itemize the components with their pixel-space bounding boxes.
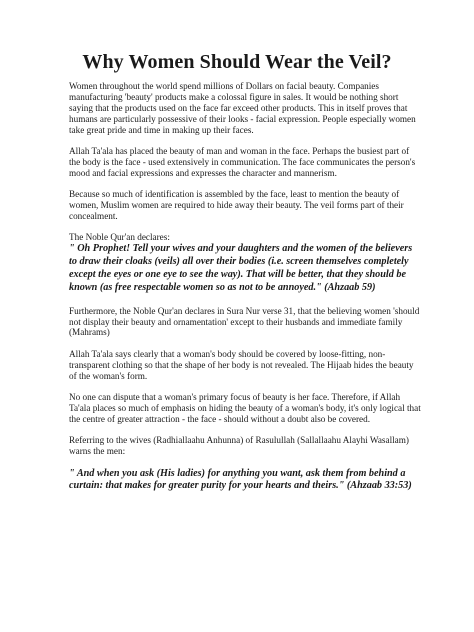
paragraph-wives: Referring to the wives (Radhiallaahu Anhunna) of Rasulullah (Sallallaahu Alayhi Wasallam) warns the men: [69, 435, 409, 457]
page-title: Why Women Should Wear the Veil? [82, 51, 392, 73]
paragraph-sura-nur: Furthermore, the Noble Qur'an declares in Sura Nur verse 31, that the believing women 'should not display their beauty and ornamentation' except to their husbands and immediate family (Mahrams) [69, 305, 420, 338]
quote-ahzaab-59: " Oh Prophet! Tell your wives and your daughters and the women of the believers to draw their cloaks (veils) all over their bodies (i.e. screen themselves completely except the eyes or one eye to see the way). That will be better, that they should be known (as free respectable women so as not to be annoyed." (Ahzaab 59) [69, 243, 413, 293]
quran-quote-block [69, 232, 421, 294]
paragraph-clothing: Allah Ta'ala says clearly that a woman's body should be covered by loose-fitting, non-transparent clothing so that the shape of her body is not revealed. The Hijaab hides the beauty of the woman's form. [69, 348, 414, 381]
paragraph-face-beauty: Allah Ta'ala has placed the beauty of man and woman in the face. Perhaps the busiest part of the body is the face - used extensively in communication. The face communicates the person's mood and facial expressions and expresses the character and mannerism. [69, 146, 416, 178]
quran-intro: The Noble Qur'an declares: [69, 232, 170, 243]
paragraph-face-focus: No one can dispute that a woman's primary focus of beauty is her face. Therefore, if Allah Ta'ala places so much of emphasis on hiding the beauty of a woman's body, it's only logical that the centre of greater attraction - the face - should without a doubt also be covered. [69, 392, 421, 424]
paragraph-concealment: Because so much of identification is assembled by the face, least to mention the beauty of women, Muslim women are required to hide away their beauty. The veil forms part of their concealment. [69, 189, 404, 222]
paragraph-beauty-industry: Women throughout the world spend millions of Dollars on facial beauty. Companies manufacturing 'beauty' products make a colossal figure in sales. It would be nothing short saying that the products used on the face far exceed other products. This in itself proves that humans are particularly possessive of their looks - facial expression. People especially women take great pride and time in making up their faces. [69, 81, 416, 135]
document-body [69, 81, 421, 504]
quote-ahzaab-33-53: " And when you ask (His ladies) for anything you want, ask them from behind a curtain: that makes for greater purity for your hearts and theirs." (Ahzaab 33:53) [69, 467, 412, 492]
